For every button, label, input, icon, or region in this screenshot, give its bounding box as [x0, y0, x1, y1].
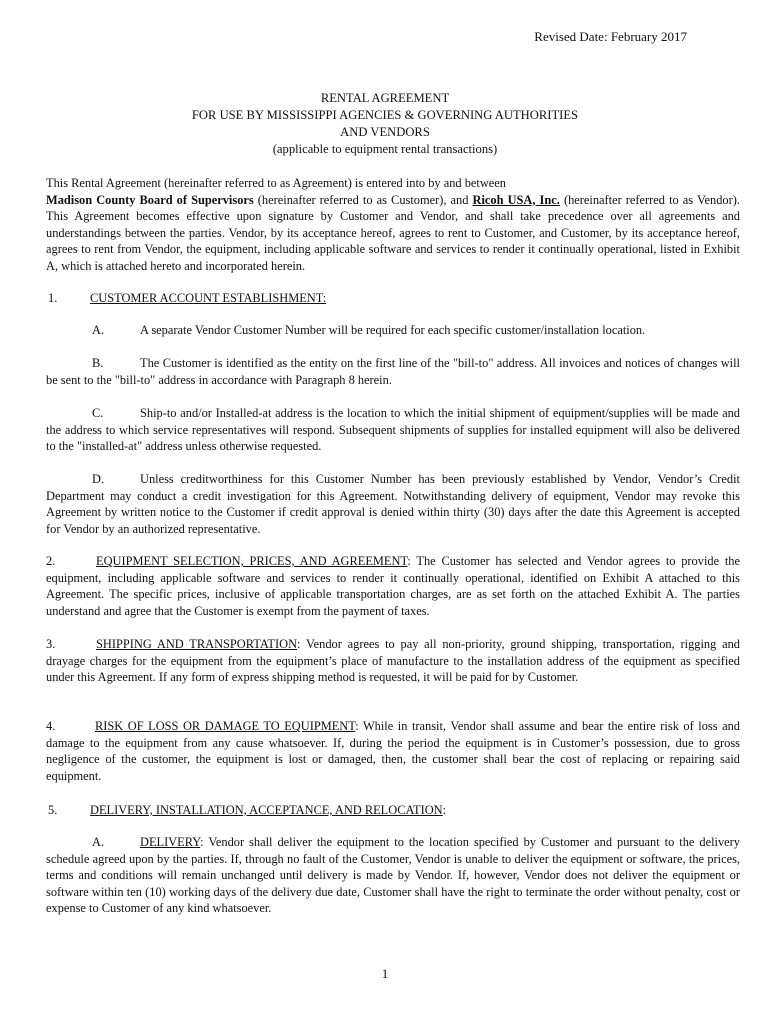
section-3-title: SHIPPING AND TRANSPORTATION	[96, 637, 298, 651]
section-3-text: : Vendor agrees to pay all non-priority, ground shipping, transportation, rigging and drayage charges for the equipment from the equipment’s place of manufacture to the installation address of the equipment as specified under this Agreement. If any form of express shipping method is requested, it will be paid for by Customer.	[46, 637, 741, 685]
title-line-3: AND VENDORS	[340, 125, 430, 139]
section-1a-letter: A.	[92, 323, 105, 337]
section-4-title: RISK OF LOSS OR DAMAGE TO EQUIPMENT	[95, 719, 356, 733]
title-line-4: (applicable to equipment rental transactions)	[272, 142, 498, 156]
section-2-text: : The Customer has selected and Vendor agrees to provide the equipment, including applicable software and services to render it continually operational, identified on Exhibit A attached to this Agreement. The specific prices, inclusive of applicable transportation charges, are as set forth on the attached Exhibit A. The parties understand and agree that the Customer is exempt from the payment of taxes.	[46, 554, 741, 618]
section-1b	[46, 355, 740, 388]
section-2	[46, 553, 740, 619]
revised-date: Revised Date: February 2017	[534, 29, 687, 44]
section-1c-letter: C.	[92, 406, 104, 420]
section-1d-letter: D.	[92, 472, 105, 486]
section-5a-letter: A.	[92, 835, 105, 849]
section-2-number: 2.	[46, 554, 56, 568]
section-4	[46, 718, 740, 784]
page-number: 1	[381, 966, 389, 981]
section-1a-text: A separate Vendor Customer Number will be required for each specific customer/installation location.	[140, 323, 646, 337]
section-1d-text: Unless creditworthiness for this Customer Number has been previously established by Vendor, Vendor’s Credit Department may conduct a credit investigation for this Agreement. Notwithstanding delivery of equipment, Vendor may revoke this Agreement by written notice to the Customer if credit approval is denied within thirty (30) days after the date this Agreement is accepted for Vendor by an authorized representative.	[46, 472, 740, 536]
section-4-number: 4.	[46, 719, 56, 733]
section-5a-text: : Vendor shall deliver the equipment to the location specified by Customer and pursuant to the delivery schedule agreed upon by the parties. If, through no fault of the Customer, Vendor is unable to deliver the equipment or software, the prices, terms and conditions will remain unchanged until delivery is made by Vendor. If, however, Vendor does not deliver the equipment or software within ten (10) working days of the delivery due date, Customer shall have the right to terminate the order without penalty, cost or expense to Customer of any kind whatsoever.	[46, 835, 740, 916]
intro-lead: This Rental Agreement (hereinafter referred to as Agreement) is entered into by and between	[46, 176, 506, 190]
intro-paragraph	[46, 175, 740, 275]
section-1d	[46, 471, 740, 537]
intro-mid: (hereinafter referred to as Customer), and	[253, 192, 473, 207]
title-line-2: FOR USE BY MISSISSIPPI AGENCIES & GOVERNING AUTHORITIES	[191, 108, 579, 122]
section-1-title: CUSTOMER ACCOUNT ESTABLISHMENT:	[90, 291, 327, 305]
section-1b-letter: B.	[92, 356, 104, 370]
section-3	[46, 636, 740, 686]
section-3-number: 3.	[46, 637, 56, 651]
section-1b-text: The Customer is identified as the entity on the first line of the "bill-to" address. All invoices and notices of changes will be sent to the "bill-to" address in accordance with Paragraph 8 herein.	[46, 356, 740, 387]
section-5-heading	[48, 802, 740, 819]
section-5a-title: DELIVERY	[140, 835, 201, 849]
intro-rest: (hereinafter referred to as Vendor). This Agreement becomes effective upon signature by Customer and Vendor, and shall take precedence over all agreements and understandings between the parties. Vendor, by its acceptance hereof, agrees to rent to Customer, and Customer, by its acceptance hereof, agrees to rent from Vendor, the equipment, including applicable software and services to render it continually operational, listed in Exhibit A, which is attached hereto and incorporated herein.	[46, 192, 740, 273]
section-5-number: 5.	[48, 803, 58, 817]
title-line-1: RENTAL AGREEMENT	[320, 91, 450, 105]
section-1c-text: Ship-to and/or Installed-at address is the location to which the initial shipment of equipment/supplies will be made and the address to which service representatives will respond. Subsequent shipments of supplies for installed equipment will also be delivered to the "installed-at" address unless otherwise requested.	[46, 406, 740, 454]
section-5a	[46, 834, 740, 917]
section-1-heading	[48, 290, 740, 307]
section-5-title: DELIVERY, INSTALLATION, ACCEPTANCE, AND RELOCATION	[90, 803, 443, 817]
section-1-number: 1.	[48, 291, 58, 305]
vendor-name: Ricoh USA, Inc.	[472, 192, 560, 207]
customer-name: Madison County Board of Supervisors	[46, 192, 254, 207]
section-5-colon: :	[442, 803, 447, 817]
section-4-text: : While in transit, Vendor shall assume and bear the entire risk of loss and damage to the equipment from any cause whatsoever. If, during the period the equipment is in Customer’s possession, due to gross negligence of the customer, the equipment is lost or damaged, then, the customer shall bear the cost of replacing or repairing said equipment.	[46, 719, 740, 783]
agreement-title	[0, 90, 770, 158]
section-1c	[46, 405, 740, 455]
section-2-title: EQUIPMENT SELECTION, PRICES, AND AGREEMENT	[96, 554, 408, 568]
section-1a	[46, 322, 740, 339]
